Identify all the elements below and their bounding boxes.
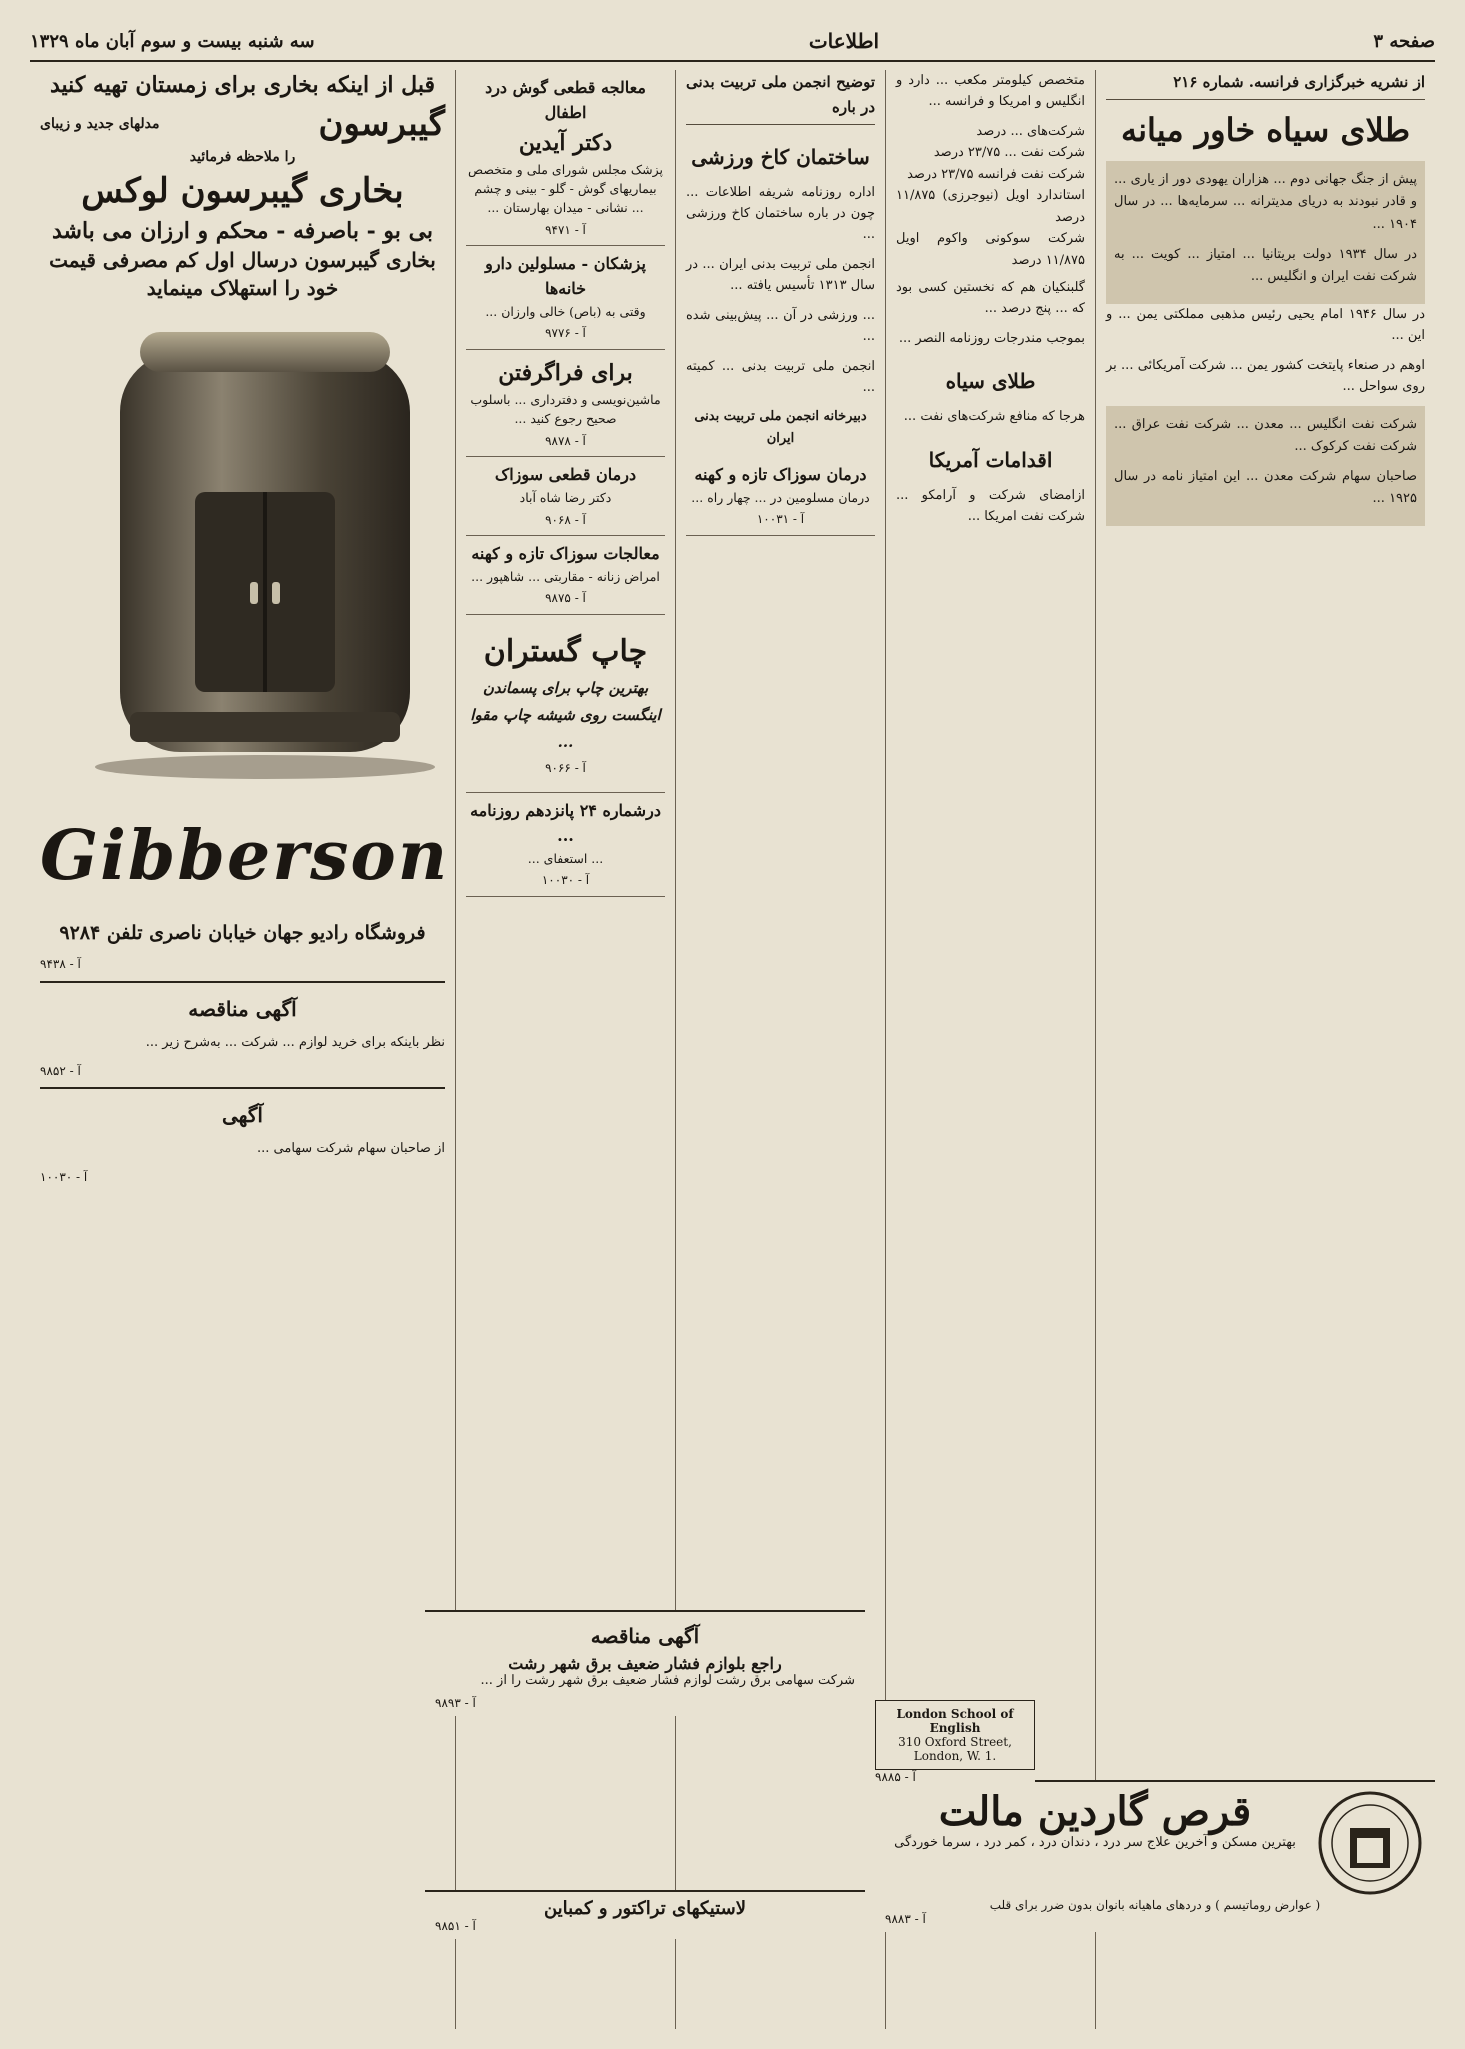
ad-text: بهترین چاپ برای پسماندن اینگست روی شیشه چاپ مقوا ... [470, 679, 661, 752]
ad-ear-doctor [466, 70, 665, 246]
ad-ref: آ - ۹۴۳۸ [40, 957, 81, 972]
english-school-box [875, 1700, 1035, 1770]
tender-text: نظر باینکه برای خرید لوازم ... شرکت ... به‌شرح زیر ... [145, 1035, 445, 1051]
article-paragraph: انجمن ملی تربیت بدنی ایران ... در سال ۱۳۱۳ تأسیس یافته ... [686, 256, 875, 294]
heater-line: بخاری گیبرسون درسال اول کم مصرفی قیمت خود را استهلاک مینماید [49, 248, 436, 301]
ad-text: امراض زنانه - مقاربتی ... شاهپور ... [471, 568, 660, 584]
article-paragraph: ازامضای شرکت و آرامکو ... شرکت نفت امریکا ... [896, 487, 1085, 525]
ad-ref: آ - ۱۰۰۳۰ [541, 873, 590, 887]
column-classifieds [455, 70, 675, 2029]
notice-title: آگهی [222, 1103, 263, 1128]
boxed-intro-text: پیش از جنگ جهانی دوم ... هزاران یهودی دور از یاری ... و قادر نبودند به دریای مدیترانه ... سرمایه‌ها ... در سال ۱۹۰۴ ... [1114, 172, 1417, 232]
ad-garden-malt [875, 1780, 1435, 1932]
ad-text: درمان مسلومین در ... چهار راه ... [691, 490, 870, 506]
ad-treatment-2 [466, 536, 665, 615]
boxed-intro [1106, 161, 1425, 303]
ad-title: پزشکان - مسلولین دارو خانه‌ها [485, 254, 646, 299]
tires-title: لاستیکهای تراکتور و کمباین [543, 1898, 747, 1919]
ad-ref: آ - ۹۸۸۵ [875, 1770, 916, 1784]
ad-text: ... استعفای ... [527, 850, 604, 866]
heater-ad-header [40, 70, 445, 302]
heater-line: بخاری گیبرسون لوکس [81, 170, 404, 211]
tender2-subtitle: راجع بلوازم فشار ضعیف برق شهر رشت [508, 1654, 782, 1673]
ad-print-shop [466, 615, 665, 793]
sports-headline: ساختمان کاخ ورزشی [691, 144, 870, 169]
ad-electric-tender [425, 1610, 865, 1716]
heater-line: مدلهای جدید و زیبای [40, 115, 160, 132]
ad-title: معالجه قطعی گوش درد اطفال [485, 78, 646, 122]
ad-ref: آ - ۹۸۷۸ [545, 433, 586, 448]
ad-treatment [466, 457, 665, 536]
columns [30, 70, 1435, 2029]
page-label: صفحه ۳ [1373, 30, 1435, 52]
tender2-title: آگهی مناقصه [590, 1624, 700, 1648]
issue-date: سه شنبه بیست و سوم آبان ماه ۱۳۲۹ [30, 30, 315, 52]
ad-tractor-tires [425, 1890, 865, 1939]
english-school-address: 310 Oxford Street, London, W. 1. [898, 1735, 1012, 1763]
ad-notice [466, 793, 665, 897]
ad-text: وقتی به (باص) خالی وارزان ... [485, 304, 646, 319]
store-info: فروشگاه رادیو جهان خیابان ناصری تلفن ۹۲۸۴ [59, 922, 426, 944]
subheading-black-gold: طلای سیاه [945, 369, 1036, 394]
heater-brand: گیبرسون [318, 103, 445, 144]
ad-ref: آ - ۹۸۸۳ [885, 1912, 926, 1926]
article-paragraph: ... ورزشی در آن ... پیش‌بینی شده ... [686, 307, 875, 345]
article-paragraph: بموجب مندرجات روزنامه النصر ... [898, 330, 1085, 346]
masthead [30, 28, 1435, 62]
column-heater-ad [30, 70, 455, 2029]
heater-line: قبل از اینکه بخاری برای زمستان تهیه کنید [50, 72, 435, 98]
ad-ref: آ - ۹۰۶۶ [545, 761, 586, 776]
article-headline: طلای سیاه خاور میانه [1120, 110, 1411, 149]
column-sports-palace [675, 70, 885, 2029]
heater-line: بی بو - باصرفه - محکم و ارزان می باشد [51, 217, 434, 244]
paper-name: اطلاعات [808, 29, 880, 53]
tender-title: آگهی مناقصه [188, 997, 297, 1022]
subheading-american-actions: اقدامات آمریکا [928, 447, 1053, 472]
article-paragraph: در سال ۱۹۳۴ دولت بریتانیا ... امتیاز ... کویت ... به شرکت نفت ایران و انگلیس ... [1114, 246, 1418, 284]
english-school-name: London School of English [896, 1707, 1014, 1735]
tender2-text: شرکت سهامی برق رشت لوازم فشار ضعیف برق شهر رشت را از ... [480, 1673, 855, 1688]
shareholder-list-title: شرکت‌های ... درصد [976, 123, 1085, 139]
shareholder-row: استاندارد اویل (نیوجرزی) ۱۱/۸۷۵ درصد [896, 188, 1085, 225]
shareholder-row: شرکت نفت ... ۲۳/۷۵ درصد [933, 145, 1085, 161]
column-oil-article [1095, 70, 1435, 2029]
ad-ref: آ - ۹۷۷۶ [545, 326, 586, 341]
ad-gonorrhea-treatment [686, 457, 875, 536]
ad-ref: آ - ۹۸۵۱ [435, 1919, 476, 1933]
shareholder-row: شرکت سوکونی واکوم اویل ۱۱/۸۷۵ درصد [896, 231, 1085, 268]
article-paragraph: اوهم در صنعاء پایتخت کشور یمن ... شرکت آمریکائی ... بر روی سواحل ... [1106, 357, 1425, 395]
ad-title: چاپ گستران [483, 633, 648, 669]
ad-ref: آ - ۹۸۹۳ [435, 1696, 476, 1710]
article-paragraph: هرجا که منافع شرکت‌های نفت ... [903, 409, 1085, 425]
heater-illustration [85, 312, 445, 782]
ad-title: معالجات سوزاک تازه و کهنه [471, 544, 660, 564]
ad-ref: آ - ۹۰۶۸ [545, 512, 586, 527]
article-paragraph: در سال ۱۹۴۶ امام یحیی رئیس مذهبی مملکتی یمن ... و این ... [1106, 306, 1425, 344]
ad-pharmacies [466, 246, 665, 350]
sports-kicker: توضیح انجمن ملی تربیت بدنی در باره [686, 70, 875, 125]
ad-text: ماشین‌نویسی و دفترداری ... باسلوب صحیح رجوع کنید ... [470, 392, 661, 427]
shareholder-list [896, 121, 1085, 271]
heater-line: را ملاحظه فرمائید [189, 149, 296, 166]
article-kicker: از نشریه خبرگزاری فرانسه. شماره ۲۱۶ [1106, 70, 1425, 100]
ad-title: درمان سوزاک تازه و کهنه [694, 465, 867, 485]
ad-ref: آ - ۹۸۵۲ [40, 1063, 81, 1078]
signature: دبیرخانه انجمن ملی تربیت بدنی ایران [694, 409, 867, 446]
article-paragraph: انجمن ملی تربیت بدنی ... کمیته ... [686, 358, 875, 395]
seal-icon [1315, 1788, 1425, 1898]
ad-ref: آ - ۱۰۰۳۰ [40, 1169, 88, 1184]
ad-text: دکتر رضا شاه آباد [519, 490, 612, 506]
article-paragraph: متخصص کیلومتر مکعب ... دارد و انگلیس و امریکا و فرانسه ... [896, 73, 1085, 110]
ad-title: درمان قطعی سوزاک [494, 465, 637, 485]
pill-title: قرص گاردین مالت [938, 1788, 1252, 1835]
ad-text: پزشک مجلس شورای ملی و متخصص بیماریهای گوش - گلو - بینی و چشم ... نشانی - میدان بهارستان ... [468, 161, 663, 216]
article-paragraph: گلبنکیان هم که نخستین کسی بود که ... پنج درصد ... [896, 279, 1085, 317]
ad-title: درشماره ۲۴ پانزدهم روزنامه ... [470, 801, 661, 845]
pill-subtitle: بهترین مسکن و آخرین علاج سر درد ، دندان درد ، کمر درد ، سرما خوردگی [894, 1835, 1296, 1850]
ad-title: برای فراگرفتن [498, 359, 633, 386]
ad-doctor-name: دکتر آیدین [518, 129, 613, 156]
shareholder-notice [40, 1087, 445, 1187]
pill-caption: ( عوارض روماتیسم ) و دردهای ماهیانه بانوان بدون ضرر برای قلب [989, 1898, 1321, 1912]
shareholder-row: شرکت نفت فرانسه ۲۳/۷۵ درصد [907, 166, 1085, 182]
ad-typing-school [466, 350, 665, 457]
article-paragraph: صاحبان سهام شرکت معدن ... این امتیاز نامه در سال ۱۹۲۵ ... [1114, 468, 1417, 506]
ad-ref: آ - ۹۴۷۱ [545, 222, 586, 237]
boxed-section [1106, 406, 1425, 526]
ad-ref: آ - ۹۸۷۵ [545, 591, 586, 606]
article-paragraph: اداره روزنامه شریفه اطلاعات ... چون در باره ساختمان کاخ ورزشی ... [686, 184, 875, 243]
ad-english-school [875, 1700, 1035, 1784]
heater-logo: Gibberson [40, 815, 450, 896]
notice-text: از صاحبان سهام شرکت سهامی ... [257, 1141, 445, 1157]
article-paragraph: شرکت نفت انگلیس ... معدن ... شرکت نفت عراق ... شرکت نفت کرکوک ... [1114, 416, 1417, 454]
tender-notice [40, 981, 445, 1081]
ad-ref: آ - ۱۰۰۳۱ [756, 512, 805, 527]
